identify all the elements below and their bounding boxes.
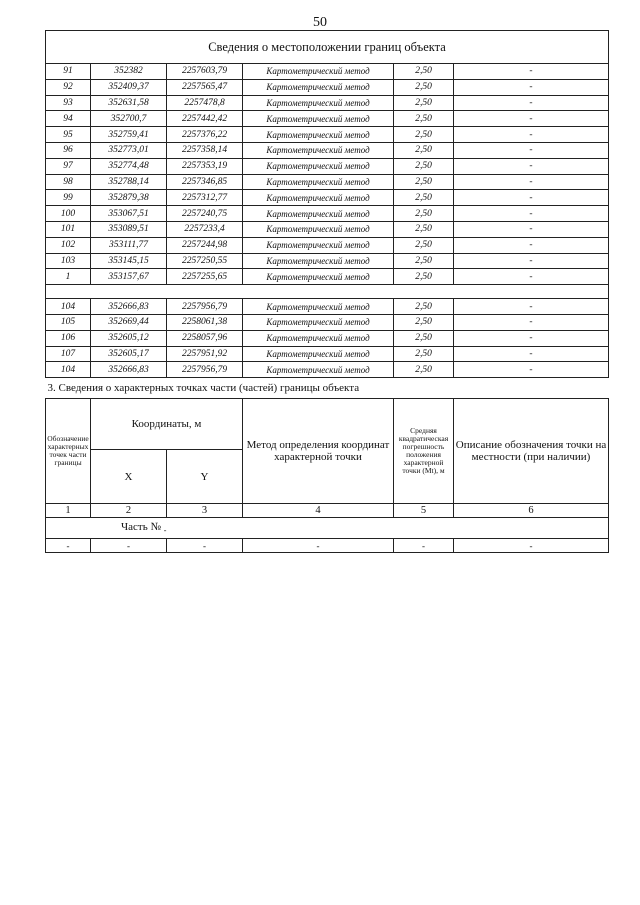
cell-description: -: [454, 190, 609, 206]
col-number: 4: [243, 504, 394, 518]
cell-coord-y: 2257244,98: [167, 237, 243, 253]
cell-description: -: [454, 127, 609, 143]
cell-method: Картометрический метод: [243, 127, 394, 143]
cell-precision: 2,50: [394, 95, 454, 111]
cell-point-id: 93: [46, 95, 91, 111]
cell-coord-y: 2257956,79: [167, 299, 243, 315]
part-label: Часть №: [121, 521, 161, 534]
cell-coord-x: 352666,83: [91, 362, 167, 378]
cell-coord-x: 353145,15: [91, 253, 167, 269]
cell-point-id: 94: [46, 111, 91, 127]
table-row: [46, 64, 609, 80]
cell-coord-y: 2257250,55: [167, 253, 243, 269]
part-row: [46, 518, 609, 539]
cell-coord-y: 2257233,4: [167, 221, 243, 237]
cell-point-id: 100: [46, 206, 91, 222]
cell-precision: 2,50: [394, 111, 454, 127]
cell-precision: 2,50: [394, 330, 454, 346]
cell-method: Картометрический метод: [243, 95, 394, 111]
cell-point-id: 102: [46, 237, 91, 253]
cell-precision: 2,50: [394, 190, 454, 206]
cell-precision: 2,50: [394, 127, 454, 143]
cell-method: Картометрический метод: [243, 237, 394, 253]
cell-point-id: 1: [46, 269, 91, 285]
cell-method: Картометрический метод: [243, 64, 394, 80]
section3-header-row-1: [46, 399, 609, 450]
cell-description: -: [454, 269, 609, 285]
table-row: [46, 299, 609, 315]
cell-method: Картометрический метод: [243, 158, 394, 174]
cell-point-id: 104: [46, 299, 91, 315]
col-number: 1: [46, 504, 91, 518]
table-row: [46, 190, 609, 206]
cell-precision: 2,50: [394, 174, 454, 190]
cell-coord-x: 352774,48: [91, 158, 167, 174]
cell-point-id: 96: [46, 142, 91, 158]
cell-method: Картометрический метод: [243, 190, 394, 206]
table-row: [46, 206, 609, 222]
section2-title: Сведения о местоположении границ объекта: [46, 31, 609, 64]
table-row: [46, 237, 609, 253]
cell-point-id: 106: [46, 330, 91, 346]
cell-point-id: 95: [46, 127, 91, 143]
cell-precision: 2,50: [394, 206, 454, 222]
cell-coord-x: 353157,67: [91, 269, 167, 285]
col-number: 2: [91, 504, 167, 518]
cell-precision: -: [394, 539, 454, 553]
cell-method: Картометрический метод: [243, 362, 394, 378]
cell-precision: 2,50: [394, 314, 454, 330]
cell-method: Картометрический метод: [243, 174, 394, 190]
cell-precision: 2,50: [394, 269, 454, 285]
cell-coord-y: -: [167, 539, 243, 553]
cell-coord-y: 2257346,85: [167, 174, 243, 190]
col-number: 3: [167, 504, 243, 518]
table-row: [46, 174, 609, 190]
cell-description: -: [454, 346, 609, 362]
cell-method: Картометрический метод: [243, 269, 394, 285]
page-number: 50: [313, 15, 327, 30]
cell-point-id: 91: [46, 64, 91, 80]
cell-coord-x: 352879,38: [91, 190, 167, 206]
cell-description: -: [454, 362, 609, 378]
cell-point-id: 92: [46, 79, 91, 95]
cell-method: Картометрический метод: [243, 221, 394, 237]
cell-precision: 2,50: [394, 362, 454, 378]
table-row: [46, 269, 609, 285]
cell-precision: 2,50: [394, 64, 454, 80]
cell-precision: 2,50: [394, 253, 454, 269]
cell-method: Картометрический метод: [243, 111, 394, 127]
cell-precision: 2,50: [394, 299, 454, 315]
section3-title-row: [46, 378, 609, 399]
cell-point-id: 101: [46, 221, 91, 237]
cell-point-id: -: [46, 539, 91, 553]
boundary-table: [45, 30, 609, 553]
cell-point-id: 104: [46, 362, 91, 378]
cell-method: Картометрический метод: [243, 314, 394, 330]
table-row: [46, 314, 609, 330]
cell-coord-x: 352788,14: [91, 174, 167, 190]
section3-title: 3. Сведения о характерных точках части (частей) границы объекта: [46, 378, 609, 399]
cell-coord-y: 2257565,47: [167, 79, 243, 95]
cell-coord-x: 352666,83: [91, 299, 167, 315]
cell-description: -: [454, 221, 609, 237]
cell-method: Картометрический метод: [243, 346, 394, 362]
header-y: Y: [167, 450, 243, 504]
cell-method: Картометрический метод: [243, 206, 394, 222]
cell-coord-x: 352382: [91, 64, 167, 80]
cell-coord-y: 2257255,65: [167, 269, 243, 285]
cell-coord-y: 2257951,92: [167, 346, 243, 362]
column-number-row: [46, 504, 609, 518]
cell-coord-x: 353089,51: [91, 221, 167, 237]
cell-description: -: [454, 330, 609, 346]
part-value: -: [163, 526, 167, 536]
header-point: Обозначение характерных точек части границы: [46, 399, 91, 504]
cell-coord-x: 352773,01: [91, 142, 167, 158]
cell-method: Картометрический метод: [243, 142, 394, 158]
cell-precision: 2,50: [394, 158, 454, 174]
table-row: [46, 111, 609, 127]
cell-description: -: [454, 299, 609, 315]
table-row: [46, 95, 609, 111]
cell-coord-y: 2257442,42: [167, 111, 243, 127]
cell-description: -: [454, 174, 609, 190]
cell-point-id: 103: [46, 253, 91, 269]
table-row: [46, 539, 609, 553]
header-description: Описание обозначения точки на местности (при наличии): [454, 399, 609, 504]
cell-point-id: 99: [46, 190, 91, 206]
cell-description: -: [454, 539, 609, 553]
cell-precision: 2,50: [394, 221, 454, 237]
table-row: [46, 158, 609, 174]
cell-description: -: [454, 158, 609, 174]
table-row: [46, 127, 609, 143]
cell-coord-y: 2257353,19: [167, 158, 243, 174]
cell-point-id: 98: [46, 174, 91, 190]
cell-coord-x: 352700,7: [91, 111, 167, 127]
cell-point-id: 105: [46, 314, 91, 330]
cell-description: -: [454, 142, 609, 158]
cell-method: Картометрический метод: [243, 330, 394, 346]
table-row: [46, 330, 609, 346]
cell-coord-y: 2257603,79: [167, 64, 243, 80]
cell-description: -: [454, 237, 609, 253]
col-number: 5: [394, 504, 454, 518]
separator-row: [46, 285, 609, 299]
cell-coord-y: 2257956,79: [167, 362, 243, 378]
header-precision: Средняя квадратическая погрешность положения характерной точки (Mt), м: [394, 399, 454, 504]
table-row: [46, 346, 609, 362]
cell-coord-y: 2257478,8: [167, 95, 243, 111]
cell-coord-y: 2257358,14: [167, 142, 243, 158]
table-row: [46, 79, 609, 95]
cell-coord-y: 2257376,22: [167, 127, 243, 143]
table-row: [46, 142, 609, 158]
cell-method: -: [243, 539, 394, 553]
cell-method: Картометрический метод: [243, 299, 394, 315]
cell-description: -: [454, 206, 609, 222]
cell-description: -: [454, 64, 609, 80]
cell-point-id: 107: [46, 346, 91, 362]
table-row: [46, 253, 609, 269]
cell-precision: 2,50: [394, 346, 454, 362]
header-x: X: [91, 450, 167, 504]
cell-description: -: [454, 111, 609, 127]
cell-coord-y: 2257240,75: [167, 206, 243, 222]
cell-coord-x: 352631,58: [91, 95, 167, 111]
cell-coord-y: 2258057,96: [167, 330, 243, 346]
cell-description: -: [454, 79, 609, 95]
cell-coord-x: 352669,44: [91, 314, 167, 330]
cell-coord-x: 353067,51: [91, 206, 167, 222]
col-number: 6: [454, 504, 609, 518]
cell-coord-x: 352605,17: [91, 346, 167, 362]
cell-coord-x: 352605,12: [91, 330, 167, 346]
cell-coord-x: -: [91, 539, 167, 553]
table-row: [46, 362, 609, 378]
cell-point-id: 97: [46, 158, 91, 174]
cell-description: -: [454, 95, 609, 111]
cell-coord-y: 2258061,38: [167, 314, 243, 330]
table-row: [46, 221, 609, 237]
cell-coord-x: 353111,77: [91, 237, 167, 253]
document-frame: [45, 30, 608, 553]
cell-coord-x: 352759,41: [91, 127, 167, 143]
cell-precision: 2,50: [394, 142, 454, 158]
cell-coord-x: 352409,37: [91, 79, 167, 95]
cell-precision: 2,50: [394, 79, 454, 95]
cell-precision: 2,50: [394, 237, 454, 253]
header-method: Метод определения координат характерной точки: [243, 399, 394, 504]
cell-method: Картометрический метод: [243, 79, 394, 95]
header-coords: Координаты, м: [91, 399, 243, 450]
cell-method: Картометрический метод: [243, 253, 394, 269]
cell-description: -: [454, 314, 609, 330]
cell-coord-y: 2257312,77: [167, 190, 243, 206]
cell-description: -: [454, 253, 609, 269]
